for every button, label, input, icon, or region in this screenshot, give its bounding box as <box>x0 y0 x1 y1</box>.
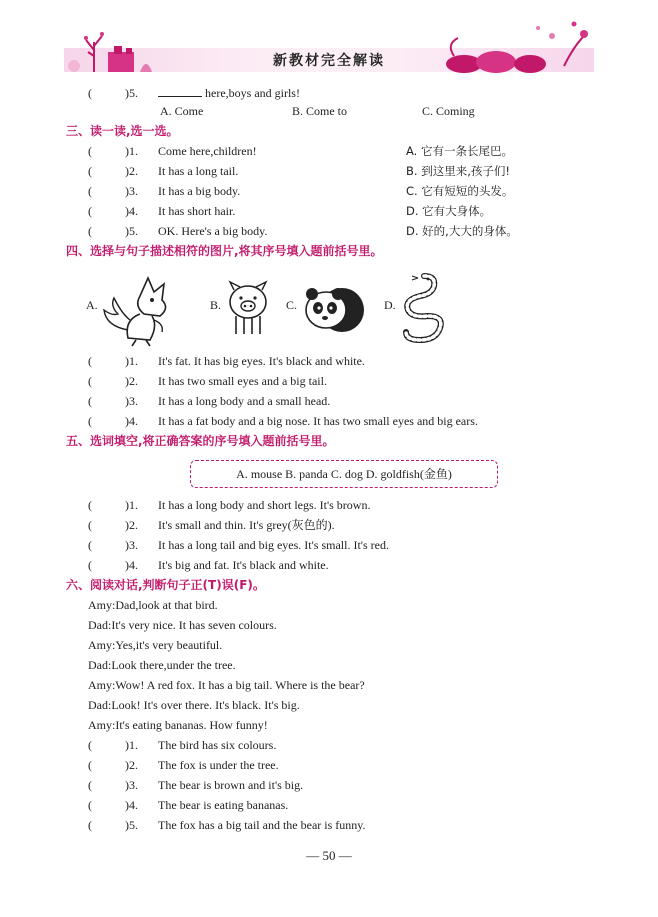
page-number: — 50 — <box>306 848 352 863</box>
question-text: It has a long tail and big eyes. It's small. It's red. <box>158 538 389 552</box>
dialogue-line: Dad:It's very nice. It has seven colours. <box>88 618 277 632</box>
question-text: It has a fat body and a big nose. It has two small eyes and big ears. <box>158 414 478 428</box>
question-row <box>0 202 658 220</box>
question-text: The bear is brown and it's big. <box>158 778 304 792</box>
question-row <box>0 556 658 574</box>
question-number: )4. <box>125 798 138 812</box>
answer-paren[interactable]: ( <box>88 738 92 752</box>
question-row <box>0 392 658 410</box>
picture-label-c: C. <box>286 298 298 312</box>
answer-paren[interactable]: ( <box>88 144 92 158</box>
section-4-heading: 四、选择与句子描述相符的图片,将其序号填入题前括号里。 <box>66 244 383 258</box>
answer-paren[interactable]: ( <box>88 538 92 552</box>
question-row <box>0 142 658 160</box>
question-number: )4. <box>125 414 138 428</box>
question-number: )3. <box>125 184 138 198</box>
answer-paren[interactable]: ( <box>88 414 92 428</box>
picture-label-d: D. <box>384 298 396 312</box>
question-row <box>0 816 658 834</box>
answer-paren[interactable]: ( <box>88 224 92 238</box>
question-row <box>0 84 658 102</box>
section-5-heading: 五、选词填空,将正确答案的序号填入题前括号里。 <box>66 434 335 448</box>
question-number: )5. <box>125 818 138 832</box>
section-3-heading: 三、读一读,选一选。 <box>66 124 179 138</box>
header-title: 新教材完全解读 <box>273 53 385 69</box>
picture-label-a: A. <box>86 298 98 312</box>
answer-paren[interactable]: ( <box>88 394 92 408</box>
question-row <box>0 412 658 430</box>
question-row <box>0 796 658 814</box>
question-number: )2. <box>125 518 138 532</box>
dialogue-line: Amy:Wow! A red fox. It has a big tail. Where is the bear? <box>88 678 365 692</box>
question-text: It's fat. It has big eyes. It's black and white. <box>158 354 365 368</box>
question-text: It has short hair. <box>158 204 236 218</box>
match-option: A. 它有一条长尾巴。 <box>406 144 513 158</box>
question-row <box>0 372 658 390</box>
answer-paren[interactable]: ( <box>88 204 92 218</box>
question-number: )1. <box>125 498 138 512</box>
question-number: )4. <box>125 558 138 572</box>
dialogue-line: Dad:Look! It's over there. It's black. It's big. <box>88 698 300 712</box>
section-6-heading: 六、阅读对话,判断句子正(T)误(F)。 <box>66 578 265 592</box>
question-text: It has two small eyes and a big tail. <box>158 374 327 388</box>
question-number: )2. <box>125 374 138 388</box>
question-row <box>0 182 658 200</box>
option-a[interactable]: A. Come <box>160 104 204 118</box>
option-b[interactable]: B. Come to <box>292 104 348 118</box>
question-number: )1. <box>125 354 138 368</box>
answer-paren[interactable]: ( <box>88 184 92 198</box>
question-row <box>0 496 658 514</box>
match-option: D. 它有大身体。 <box>406 204 492 218</box>
question-text: Come here,children! <box>158 144 257 158</box>
picture-options <box>86 270 466 348</box>
question-text: It's small and thin. It's grey(灰色的). <box>158 518 335 532</box>
question-number: )2. <box>125 758 138 772</box>
dialogue-line: Dad:Look there,under the tree. <box>88 658 236 672</box>
answer-paren[interactable]: ( <box>88 818 92 832</box>
fox-icon <box>100 270 182 348</box>
question-row <box>0 736 658 754</box>
match-option: C. 它有短短的头发。 <box>406 184 514 198</box>
question-row <box>0 756 658 774</box>
dialogue-line: Amy:Yes,it's very beautiful. <box>88 638 223 652</box>
match-option: D. 好的,大大的身体。 <box>406 224 518 238</box>
answer-paren[interactable]: ( <box>88 778 92 792</box>
answer-paren[interactable]: ( <box>88 758 92 772</box>
question-text: OK. Here's a big body. <box>158 224 268 238</box>
question-number: )1. <box>125 144 138 158</box>
question-row <box>0 776 658 794</box>
question-number: )1. <box>125 738 138 752</box>
question-row <box>0 536 658 554</box>
question-row <box>0 352 658 370</box>
question-row <box>0 516 658 534</box>
word-bank-box: A. mouse B. panda C. dog D. goldfish(金鱼) <box>190 460 498 488</box>
question-text: The bear is eating bananas. <box>158 798 289 812</box>
question-number: )5. <box>125 224 138 238</box>
answer-paren[interactable]: ( <box>88 86 92 100</box>
answer-paren[interactable]: ( <box>88 518 92 532</box>
dialogue-line: Amy:It's eating bananas. How funny! <box>88 718 268 732</box>
answer-paren[interactable]: ( <box>88 558 92 572</box>
question-number: )3. <box>125 778 138 792</box>
option-c[interactable]: C. Coming <box>422 104 475 118</box>
answer-paren[interactable]: ( <box>88 164 92 178</box>
question-row <box>0 222 658 240</box>
dialogue-line: Amy:Dad,look at that bird. <box>88 598 218 612</box>
question-number: )4. <box>125 204 138 218</box>
question-text: It has a long body and a small head. <box>158 394 331 408</box>
question-text: It has a big body. <box>158 184 241 198</box>
match-option: B. 到这里来,孩子们! <box>406 164 510 178</box>
panda-icon <box>300 280 366 338</box>
options-row <box>0 102 658 120</box>
pig-icon <box>224 278 272 338</box>
snake-icon <box>398 270 448 348</box>
fill-blank[interactable] <box>158 85 202 97</box>
answer-paren[interactable]: ( <box>88 354 92 368</box>
question-number: )5. <box>125 86 138 100</box>
question-text: The fox is under the tree. <box>158 758 279 772</box>
question-text: It has a long tail. <box>158 164 239 178</box>
question-text: here,boys and girls! <box>158 84 300 102</box>
question-row <box>0 162 658 180</box>
question-text: The fox has a big tail and the bear is funny. <box>158 818 366 832</box>
answer-paren[interactable]: ( <box>88 498 92 512</box>
question-number: )3. <box>125 538 138 552</box>
question-text: The bird has six colours. <box>158 738 277 752</box>
picture-label-b: B. <box>210 298 222 312</box>
answer-paren[interactable]: ( <box>88 374 92 388</box>
question-number: )3. <box>125 394 138 408</box>
question-text: It's big and fat. It's black and white. <box>158 558 329 572</box>
page-header-banner <box>64 16 594 74</box>
answer-paren[interactable]: ( <box>88 798 92 812</box>
question-text: It has a long body and short legs. It's brown. <box>158 498 371 512</box>
question-number: )2. <box>125 164 138 178</box>
